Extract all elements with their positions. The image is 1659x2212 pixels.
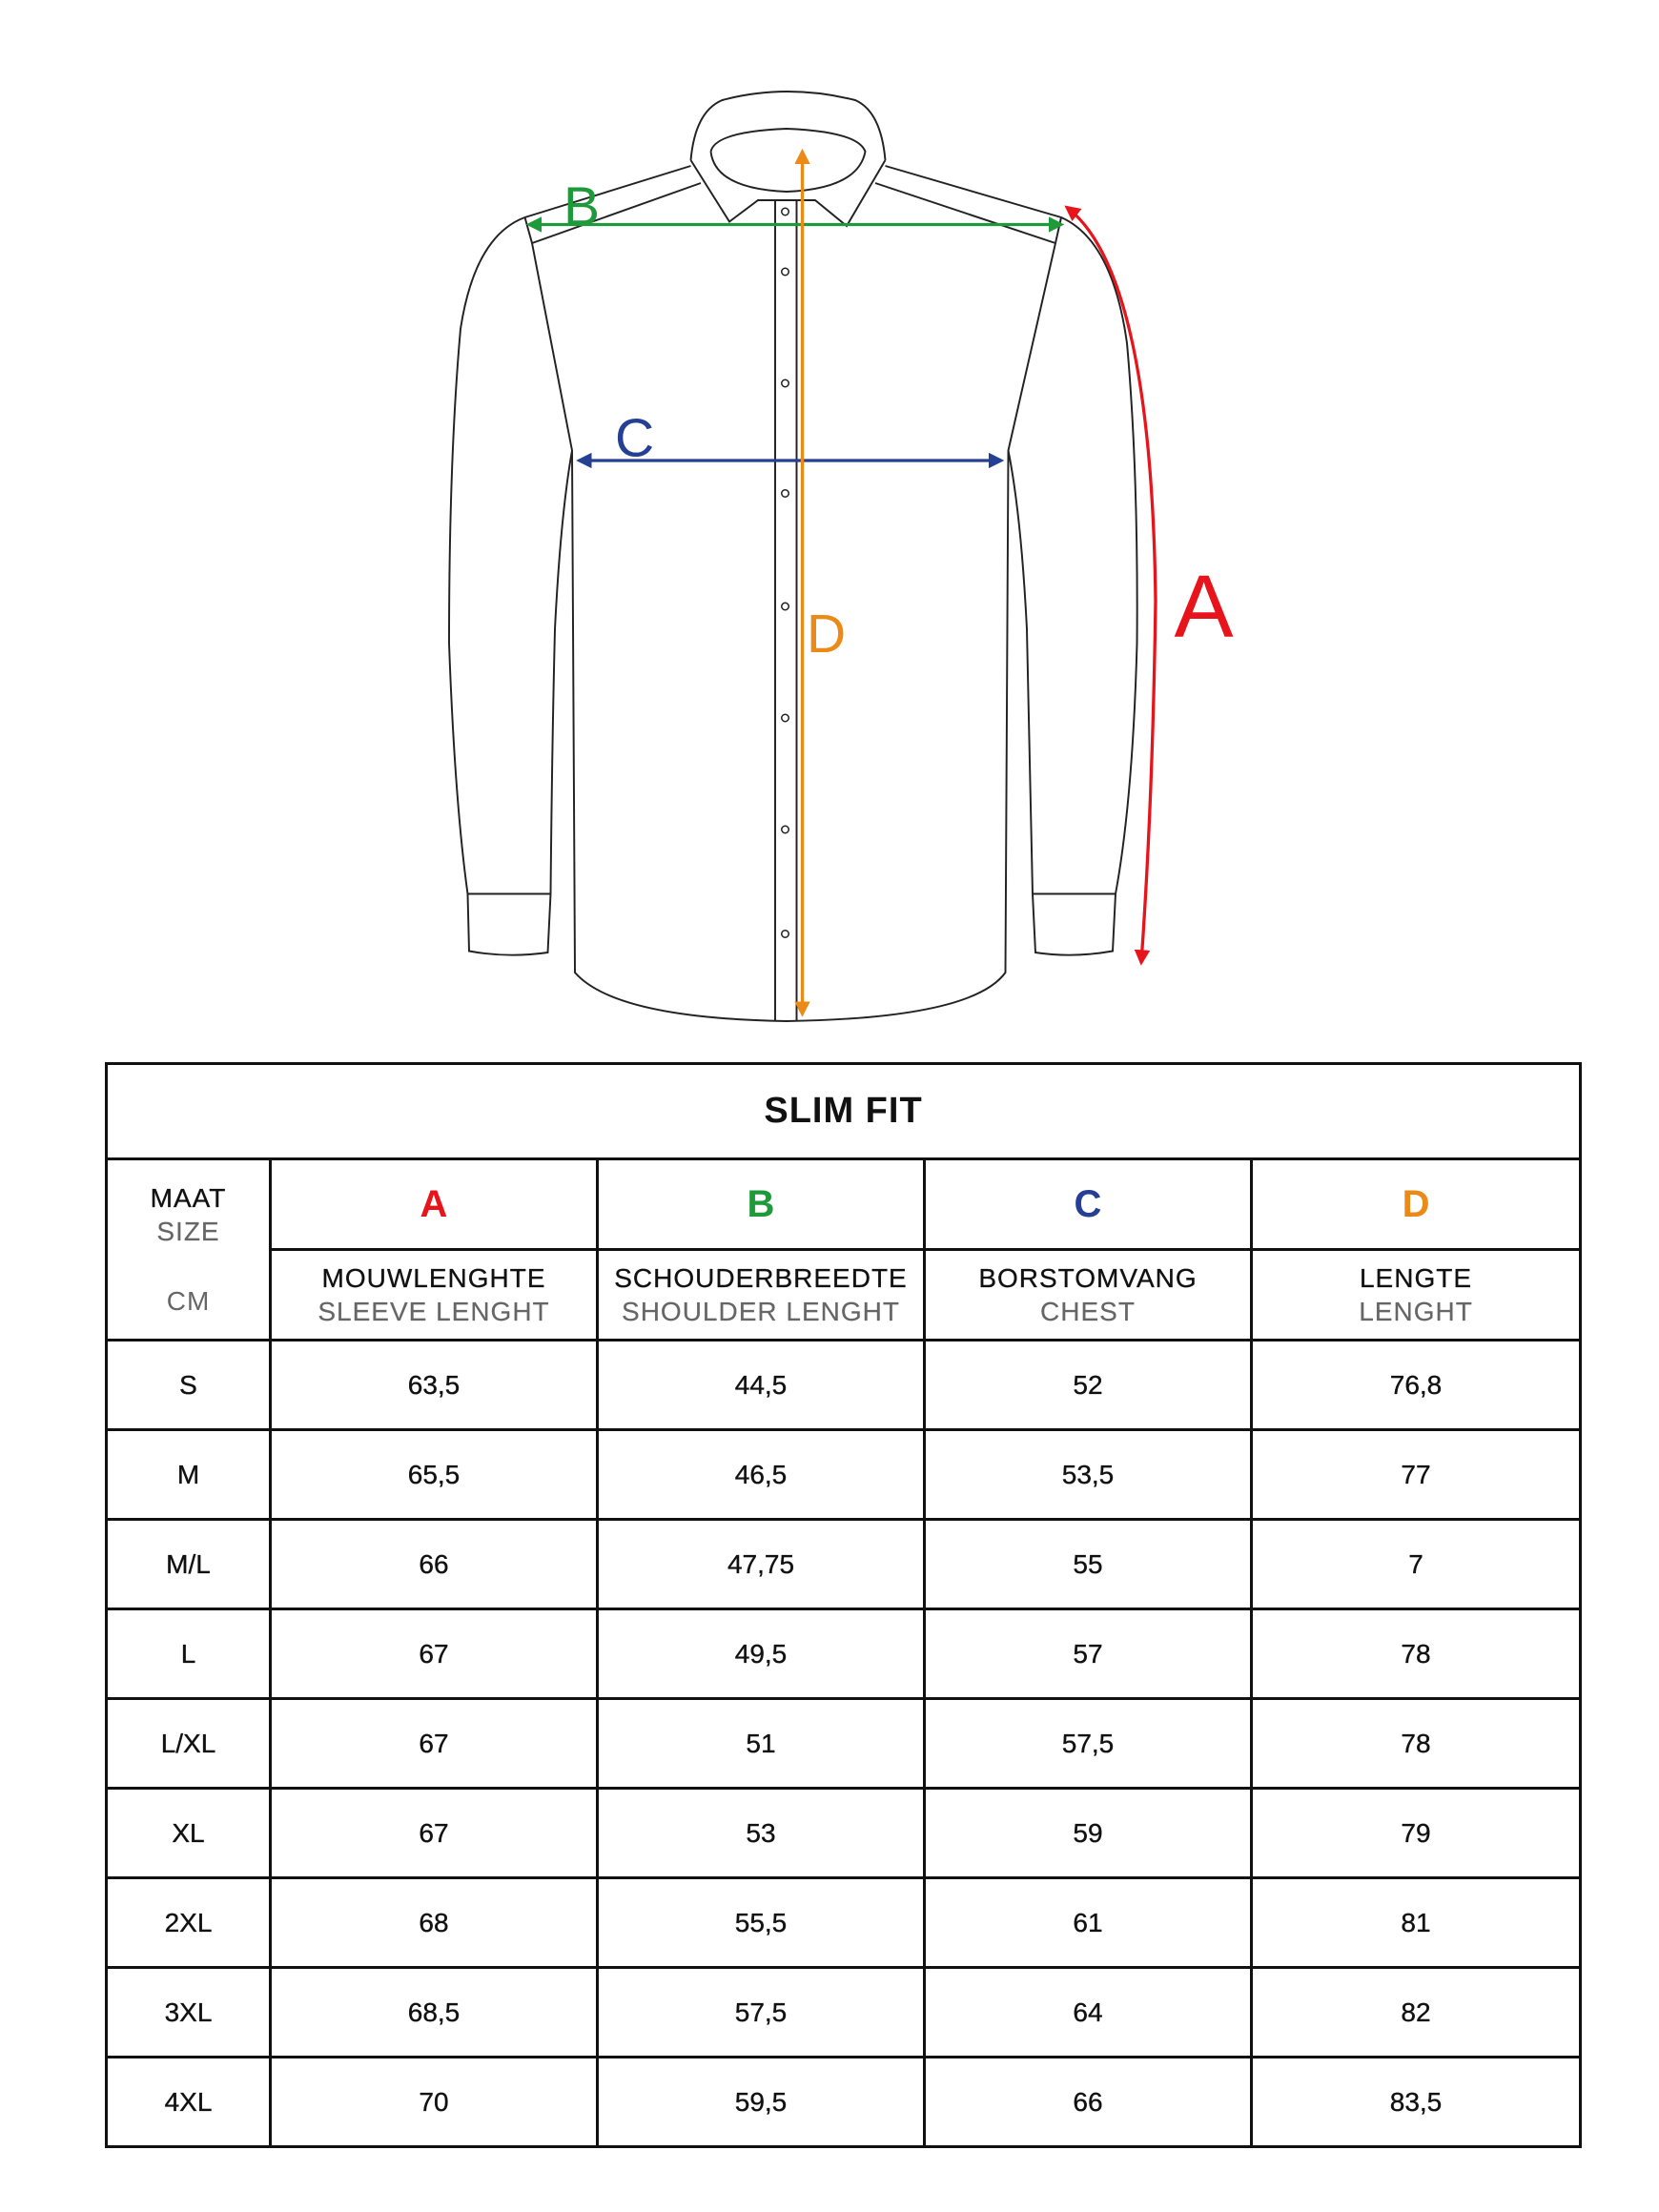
table-title: SLIM FIT [107,1064,1581,1159]
value-cell-b: 53 [598,1789,925,1878]
value-cell-d: 7 [1252,1520,1581,1609]
value-cell-a: 68,5 [271,1968,598,2058]
value-cell-b: 59,5 [598,2058,925,2147]
value-cell-c: 59 [925,1789,1252,1878]
value-cell-a: 67 [271,1699,598,1789]
size-cell: XL [107,1789,271,1878]
value-cell-d: 76,8 [1252,1341,1581,1430]
size-cell: S [107,1341,271,1430]
column-header-d [1252,1250,1581,1341]
column-header-c [925,1250,1252,1341]
value-cell-c: 57 [925,1609,1252,1699]
header-en: SLEEVE LENGHT [317,1297,550,1326]
header-nl: LENGTE [1359,1263,1473,1293]
value-cell-b: 49,5 [598,1609,925,1699]
value-cell-a: 67 [271,1609,598,1699]
column-letter-a: A [271,1159,598,1250]
size-header-en: SIZE [156,1217,220,1246]
value-cell-c: 64 [925,1968,1252,2058]
value-cell-c: 53,5 [925,1430,1252,1520]
value-cell-d: 81 [1252,1878,1581,1968]
header-en: LENGHT [1359,1297,1473,1326]
value-cell-a: 68 [271,1878,598,1968]
size-table [105,1062,1582,2148]
shirt-outline [449,92,1137,1021]
value-cell-b: 47,75 [598,1520,925,1609]
size-cell: L [107,1609,271,1699]
table-row [107,1430,1581,1520]
value-cell-c: 61 [925,1878,1252,1968]
value-cell-d: 83,5 [1252,2058,1581,2147]
label-a: A [1174,556,1234,656]
value-cell-b: 46,5 [598,1430,925,1520]
size-cell: 2XL [107,1878,271,1968]
value-cell-a: 70 [271,2058,598,2147]
value-cell-d: 77 [1252,1430,1581,1520]
column-header-b [598,1250,925,1341]
value-cell-d: 82 [1252,1968,1581,2058]
size-cell: 4XL [107,2058,271,2147]
table-row [107,1789,1581,1878]
size-header-nl: MAAT [150,1183,227,1213]
value-cell-b: 57,5 [598,1968,925,2058]
value-cell-b: 44,5 [598,1341,925,1430]
value-cell-c: 57,5 [925,1699,1252,1789]
value-cell-d: 78 [1252,1699,1581,1789]
label-b: B [563,175,601,237]
label-d: D [807,604,847,665]
header-en: SHOULDER LENGHT [622,1297,900,1326]
size-cell: L/XL [107,1699,271,1789]
value-cell-a: 66 [271,1520,598,1609]
value-cell-c: 66 [925,2058,1252,2147]
column-letter-c: C [925,1159,1252,1250]
size-cell: M [107,1430,271,1520]
value-cell-a: 67 [271,1789,598,1878]
value-cell-b: 51 [598,1699,925,1789]
table-row [107,1609,1581,1699]
size-header [107,1159,271,1341]
header-nl: BORSTOMVANG [978,1263,1198,1293]
size-cell: M/L [107,1520,271,1609]
column-letter-b: B [598,1159,925,1250]
table-row [107,1878,1581,1968]
table-row [107,2058,1581,2147]
column-letter-d: D [1252,1159,1581,1250]
label-c: C [615,407,655,469]
value-cell-a: 65,5 [271,1430,598,1520]
table-row [107,1699,1581,1789]
unit-label: CM [166,1286,211,1316]
table-row [107,1341,1581,1430]
value-cell-d: 78 [1252,1609,1581,1699]
size-cell: 3XL [107,1968,271,2058]
value-cell-d: 79 [1252,1789,1581,1878]
measure-a-arrow [1067,208,1156,963]
table-row [107,1520,1581,1609]
value-cell-c: 55 [925,1520,1252,1609]
shirt-diagram [0,0,1659,1058]
header-nl: MOUWLENGHTE [321,1263,546,1293]
value-cell-b: 55,5 [598,1878,925,1968]
header-en: CHEST [1040,1297,1136,1326]
header-nl: SCHOUDERBREEDTE [614,1263,908,1293]
buttons [782,208,789,937]
table-row [107,1968,1581,2058]
value-cell-a: 63,5 [271,1341,598,1430]
column-header-a [271,1250,598,1341]
value-cell-c: 52 [925,1341,1252,1430]
